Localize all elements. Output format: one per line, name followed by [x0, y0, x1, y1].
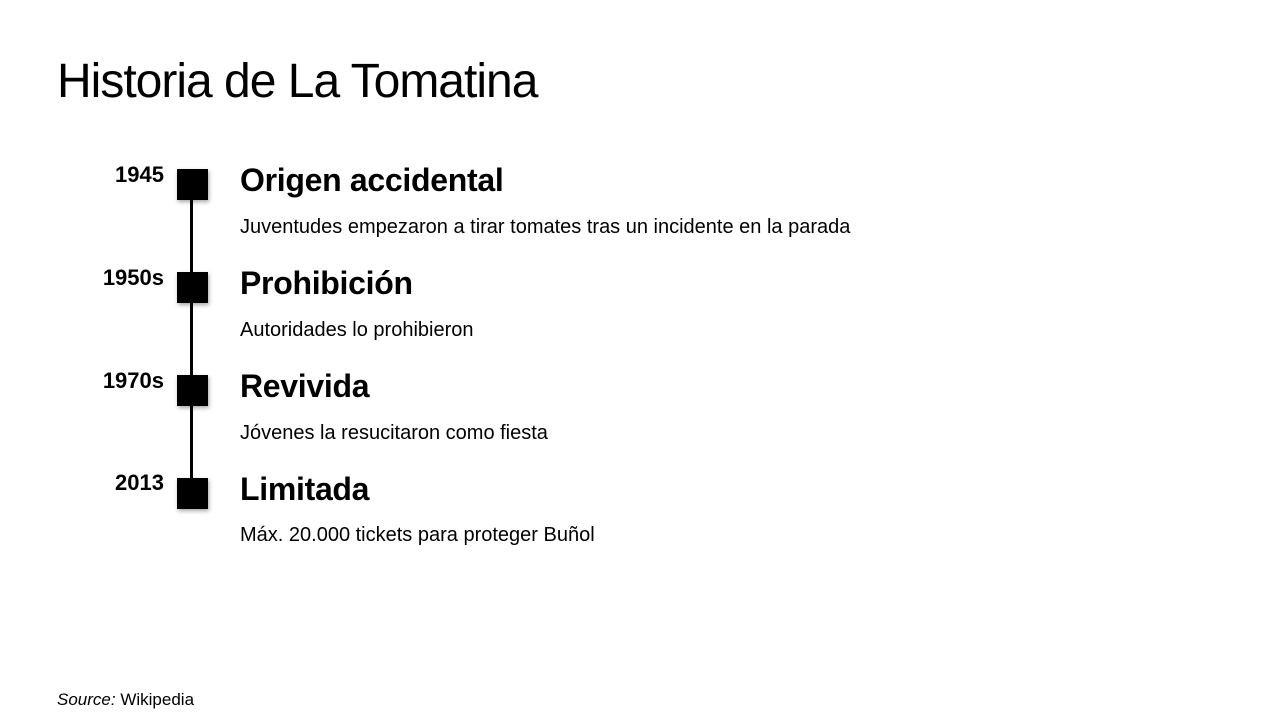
event-title: Origen accidental	[240, 162, 504, 198]
event-year: 1950s	[102, 265, 164, 290]
timeline-marker	[177, 478, 208, 509]
event-title: Prohibición	[240, 265, 413, 301]
event-title: Revivida	[240, 368, 370, 404]
timeline-marker	[177, 169, 208, 200]
timeline-marker	[177, 272, 208, 303]
source-value: Wikipedia	[120, 690, 195, 709]
event-description: Juventudes empezaron a tirar tomates tras un incidente en la parada	[240, 216, 851, 238]
event-year: 1970s	[102, 368, 164, 393]
timeline-connector	[190, 199, 193, 273]
source-label: Source:	[57, 690, 116, 709]
source-note	[57, 689, 194, 711]
event-description: Máx. 20.000 tickets para proteger Buñol	[240, 524, 595, 546]
event-title: Limitada	[240, 471, 370, 507]
timeline-connector	[190, 302, 193, 376]
slide-title: Historia de La Tomatina	[57, 55, 538, 108]
event-year: 1945	[115, 162, 164, 187]
event-year: 2013	[115, 470, 164, 495]
event-description: Jóvenes la resucitaron como fiesta	[240, 422, 548, 444]
timeline-marker	[177, 375, 208, 406]
timeline-connector	[190, 405, 193, 479]
event-description: Autoridades lo prohibieron	[240, 319, 474, 341]
